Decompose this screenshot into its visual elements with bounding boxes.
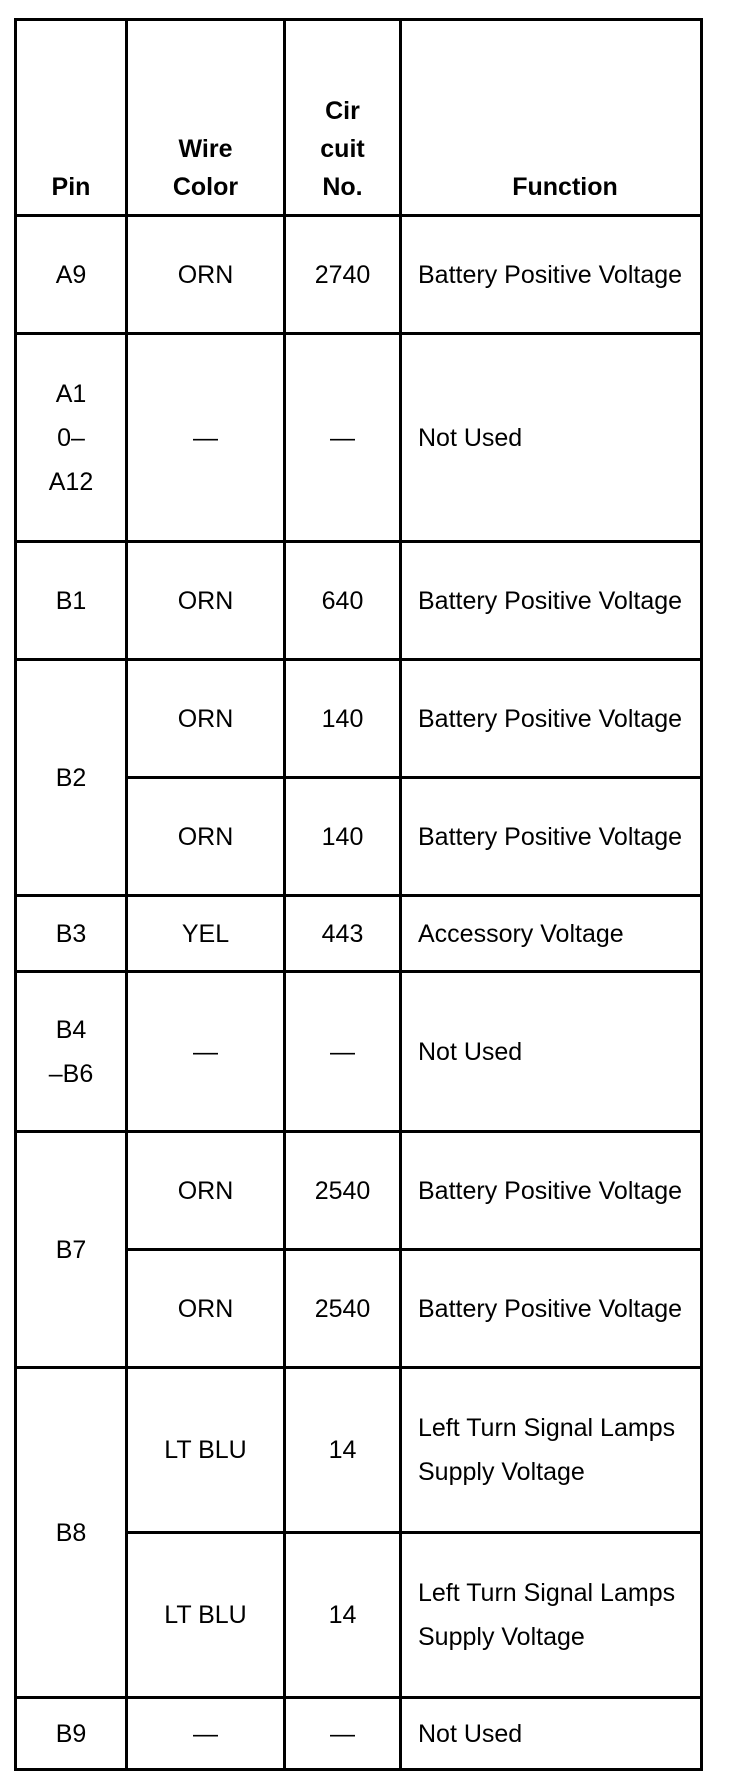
pin-cell: B7 (16, 1132, 127, 1368)
function-cell: Left Turn Signal Lamps Supply Voltage (401, 1533, 702, 1698)
table-row (16, 1132, 702, 1250)
pin-cell: A9 (16, 216, 127, 334)
header-wire-color: Wire Color (127, 20, 285, 216)
table-row (16, 216, 702, 334)
wire-color-cell: ORN (127, 778, 285, 896)
circuit-number-cell: — (285, 972, 401, 1132)
circuit-number-cell: 140 (285, 778, 401, 896)
function-cell: Battery Positive Voltage (401, 1132, 702, 1250)
function-cell: Left Turn Signal Lamps Supply Voltage (401, 1368, 702, 1533)
function-cell: Battery Positive Voltage (401, 1250, 702, 1368)
pin-cell: B2 (16, 660, 127, 896)
circuit-number-cell: 2540 (285, 1132, 401, 1250)
table-row (16, 660, 702, 778)
pin-cell: B4 –B6 (16, 972, 127, 1132)
header-pin: Pin (16, 20, 127, 216)
wire-color-cell: ORN (127, 1132, 285, 1250)
table-row (16, 896, 702, 972)
circuit-number-cell: — (285, 1698, 401, 1770)
function-cell: Battery Positive Voltage (401, 542, 702, 660)
wire-color-cell: ORN (127, 216, 285, 334)
table-row (16, 334, 702, 542)
function-cell: Not Used (401, 334, 702, 542)
table-row (16, 542, 702, 660)
circuit-number-cell: 2540 (285, 1250, 401, 1368)
pin-cell: B3 (16, 896, 127, 972)
wire-color-cell: — (127, 1698, 285, 1770)
function-cell: Battery Positive Voltage (401, 216, 702, 334)
function-cell: Accessory Voltage (401, 896, 702, 972)
pin-cell: B9 (16, 1698, 127, 1770)
table-header-row (16, 20, 702, 216)
circuit-number-cell: 640 (285, 542, 401, 660)
function-cell: Battery Positive Voltage (401, 778, 702, 896)
wire-color-cell: — (127, 972, 285, 1132)
circuit-number-cell: 2740 (285, 216, 401, 334)
header-function: Function (401, 20, 702, 216)
function-cell: Battery Positive Voltage (401, 660, 702, 778)
table-row (16, 972, 702, 1132)
wire-color-cell: — (127, 334, 285, 542)
wire-color-cell: LT BLU (127, 1368, 285, 1533)
circuit-number-cell: 14 (285, 1533, 401, 1698)
circuit-number-cell: 140 (285, 660, 401, 778)
pin-cell: A1 0– A12 (16, 334, 127, 542)
wire-color-cell: LT BLU (127, 1533, 285, 1698)
wire-color-cell: YEL (127, 896, 285, 972)
wire-color-cell: ORN (127, 660, 285, 778)
table-row (16, 1368, 702, 1533)
circuit-number-cell: 14 (285, 1368, 401, 1533)
circuit-number-cell: 443 (285, 896, 401, 972)
pin-cell: B1 (16, 542, 127, 660)
circuit-number-cell: — (285, 334, 401, 542)
wire-color-cell: ORN (127, 542, 285, 660)
function-cell: Not Used (401, 972, 702, 1132)
connector-pin-table (14, 18, 703, 1771)
header-circuit-number: Cir cuit No. (285, 20, 401, 216)
table-row (16, 1698, 702, 1770)
function-cell: Not Used (401, 1698, 702, 1770)
pin-cell: B8 (16, 1368, 127, 1698)
wire-color-cell: ORN (127, 1250, 285, 1368)
